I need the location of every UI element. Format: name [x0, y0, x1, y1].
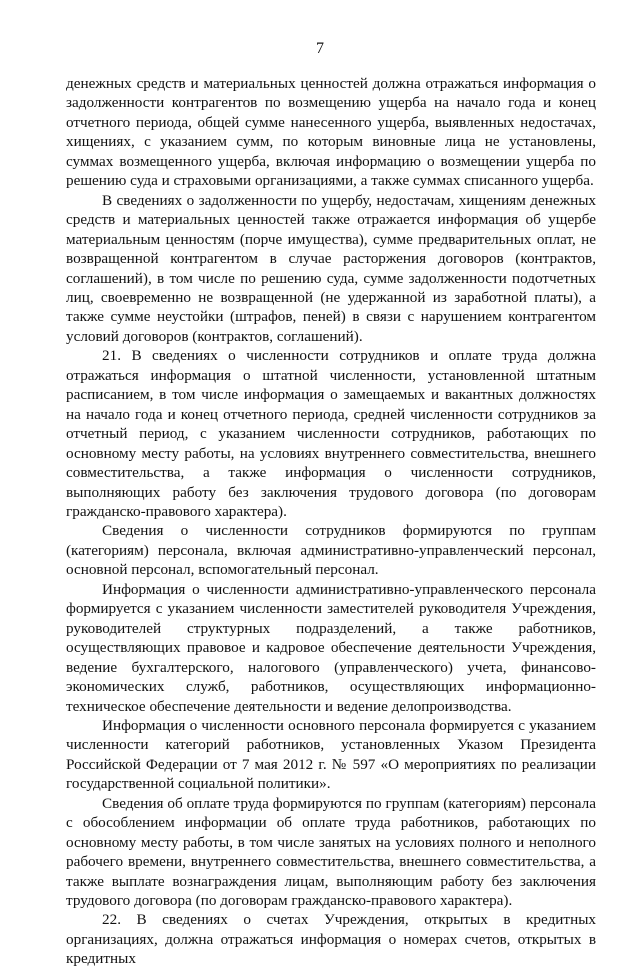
paragraph-clause-22-accounts: 22. В сведениях о счетах Учреждения, открытых в кредитных организациях, должна отражаться информация о номерах счетов, открытых в кредитных: [66, 911, 596, 968]
paragraph-admin-staff: Информация о численности административно-управленческого персонала формируется с указанием численности заместителей руководителя Учреждения, руководителей структурных подразделений, а также работников, осуществляющих правовое и кадровое обеспечение деятельности Учреждения, ведение бухгалтерского, налогового (управленческого) учета, финансово-экономических служб, работников, осуществляющих информационно-техническое обеспечение деятельности и ведение делопроизводства.: [66, 580, 596, 715]
paragraph-clause-21-staff: 21. В сведениях о численности сотрудников и оплате труда должна отражаться информация о штатной численности, установленной штатным расписанием, в том числе информация о замещаемых и вакантных должностях на начало года и конец отчетного периода, средней численности сотрудников за отчетный период, с указанием численности сотрудников, работающих по основному месту работы, на условиях внутреннего совместительства, внешнего совместительства, а также информация о численности сотрудников, выполняющих работу без заключения трудового договора (по договорам гражданско-правового характера).: [66, 347, 596, 520]
paragraph-damage-debt-details: В сведениях о задолженности по ущербу, недостачам, хищениям денежных средств и материальных ценностей также отражается информация об ущербе материальным ценностям (порче имущества), сумме предварительных оплат, не возвращенной контрагентом в случае расторжения договоров (контрактов, соглашений), в том числе по решению суда, сумме задолженности подотчетных лиц, своевременно не возвращенной (не удержанной из заработной платы), а также сумме неустойки (штрафов, пеней) в связи с нарушением контрагентом условий договоров (контрактов, соглашений).: [66, 191, 596, 345]
page-number: 7: [316, 40, 324, 57]
paragraph-main-staff: Информация о численности основного персонала формируется с указанием численности категорий работников, установленных Указом Президента Российской Федерации от 7 мая 2012 г. № 597 «О мероприятиях по реализации государственной социальной политики».: [66, 716, 596, 793]
paragraph-payroll: Сведения об оплате труда формируются по группам (категориям) персонала с обособлением информации об оплате труда работников, работающих по основному месту работы, в том числе занятых на условиях полного и неполного рабочего времени, внутреннего совместительства, внешнего совместительства, а также выплате вознаграждения лицам, выполняющим работу без заключения трудового договора (по договорам гражданско-правового характера).: [66, 794, 596, 910]
paragraph-damage-debt-continued: денежных средств и материальных ценностей должна отражаться информация о задолженности контрагентов по возмещению ущерба на начало года и конец отчетного периода, общей сумме нанесенного ущерба, выявленных недостачах, хищениях, с указанием сумм, по которым виновные лица не установлены, суммах возмещенного ущерба, включая информацию о возмещении ущерба по решению суда и страховыми организациями, а также суммах списанного ущерба.: [66, 75, 596, 190]
paragraph-staff-groups: Сведения о численности сотрудников формируются по группам (категориям) персонала, включая административно-управленческий персонал, основной персонал, вспомогательный персонал.: [66, 522, 596, 579]
document-body: [66, 74, 596, 969]
